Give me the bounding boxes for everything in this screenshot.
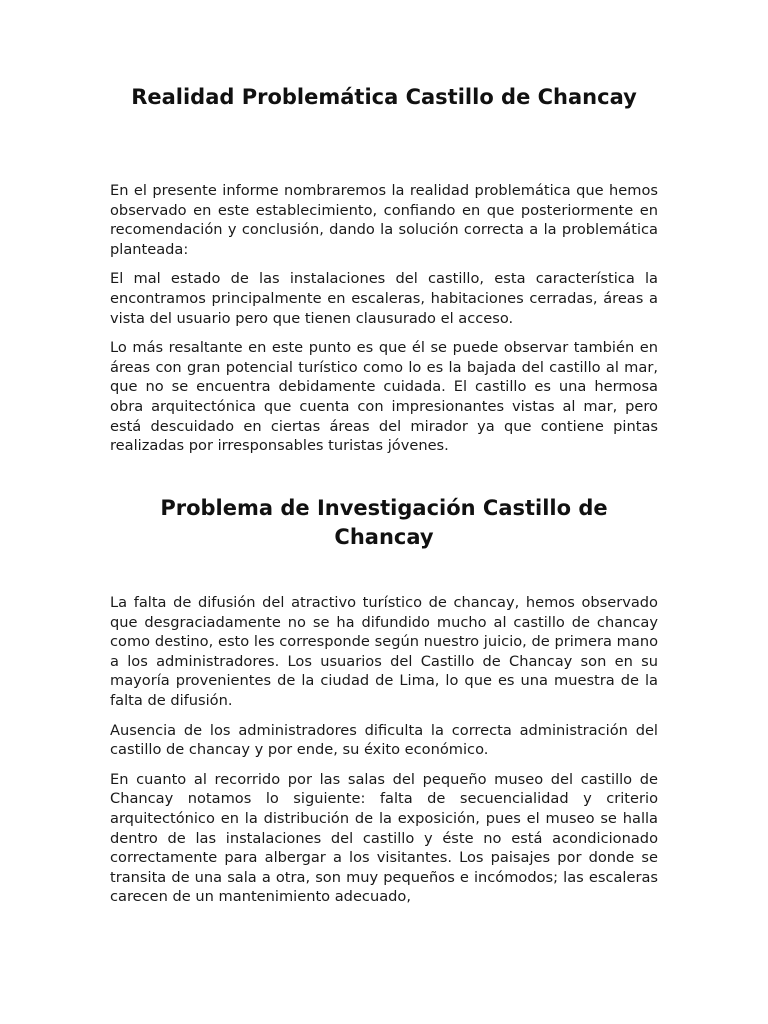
section-1-paragraph-2: El mal estado de las instalaciones del castillo, esta característica la encontramos principalmente en escaleras, habitaciones cerradas, áreas a vista del usuario pero que tienen clausurado el acceso. (110, 270, 658, 327)
section-2-title: Problema de Investigación Castillo de Chancay (160, 496, 608, 549)
section-1-paragraph-3: Lo más resaltante en este punto es que él se puede observar también en áreas con gran potencial turístico como lo es la bajada del castillo al mar, que no se encuentra debidamente cuidada. El castillo es una hermosa obra arquitectónica que cuenta con impresionantes vistas al mar, pero está descuidado en ciertas áreas del mirador ya que contiene pintas realizadas por irresponsables turistas jóvenes. (110, 339, 658, 455)
section-1-body (110, 181, 658, 456)
section-2-body (110, 593, 658, 907)
section-1-title: Realidad Problemática Castillo de Chancay (131, 85, 637, 109)
section-2-paragraph-2: Ausencia de los administradores dificulta la correcta administración del castillo de chancay y por ende, su éxito económico. (110, 721, 658, 759)
section-1-paragraph-1: En el presente informe nombraremos la realidad problemática que hemos observado en este establecimiento, confiando en que posteriormente en recomendación y conclusión, dando la solución correcta a la problemática planteada: (110, 182, 658, 258)
section-2-paragraph-3: En cuanto al recorrido por las salas del pequeño museo del castillo de Chancay notamos lo siguiente: falta de secuencialidad y criterio arquitectónico en la distribución de la exposición, pues el museo se halla dentro de las instalaciones del castillo y éste no está acondicionado correctamente para albergar a los visitantes. Los paisajes por donde se transita de una sala a otra, son muy pequeños e incómodos; las escaleras carecen de un mantenimiento adecuado, (110, 770, 658, 906)
section-2-paragraph-1: La falta de difusión del atractivo turístico de chancay, hemos observado que desgraciadamente no se ha difundido mucho al castillo de chancay como destino, esto les corresponde según nuestro juicio, de primera mano a los administradores. Los usuarios del Castillo de Chancay son en su mayoría provenientes de la ciudad de Lima, lo que es una muestra de la falta de difusión. (110, 594, 658, 709)
